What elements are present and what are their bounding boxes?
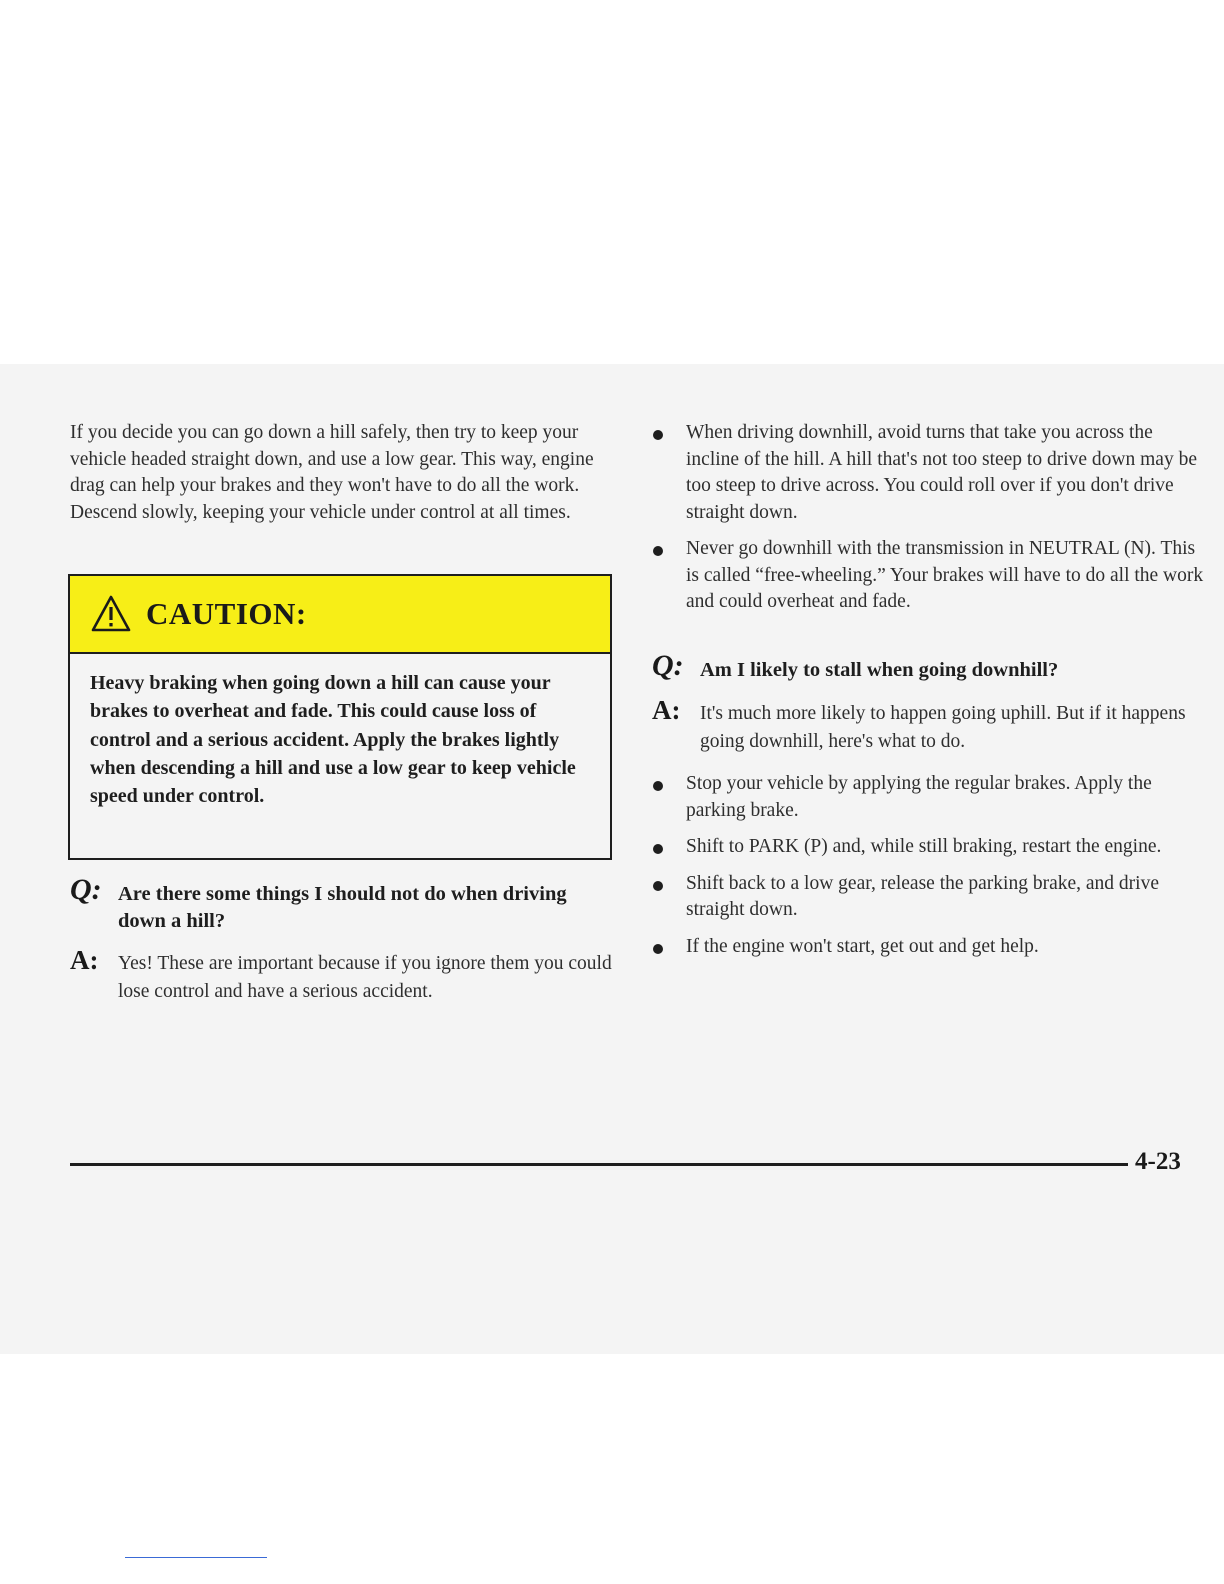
list-item bbox=[648, 934, 1204, 961]
divider bbox=[125, 1557, 267, 1558]
question-mark-label: Q: bbox=[652, 649, 684, 682]
page-number: 4-23 bbox=[1135, 1148, 1181, 1175]
bullet-list-bottom bbox=[648, 771, 1204, 960]
left-column bbox=[70, 420, 615, 526]
qa-block-right bbox=[652, 649, 1204, 684]
answer-text: It's much more likely to happen going uphill. But if it happens going downhill, here's what to do. bbox=[700, 703, 1186, 752]
caution-header bbox=[70, 576, 610, 654]
bullet-text: Never go downhill with the transmission in NEUTRAL (N). This is called “free-wheeling.” Your brakes will have to do all the work and could overheat and fade. bbox=[686, 538, 1204, 612]
list-item bbox=[648, 420, 1204, 526]
bullet-icon bbox=[653, 781, 663, 791]
answer-block-left bbox=[70, 945, 615, 1006]
qa-block-left bbox=[70, 873, 615, 935]
answer-block-right bbox=[652, 695, 1204, 756]
list-item bbox=[648, 771, 1204, 824]
bullet-icon bbox=[653, 844, 663, 854]
caution-box bbox=[68, 574, 612, 860]
bullet-text: When driving downhill, avoid turns that take you across the incline of the hill. A hill that's not too steep to drive down may be too steep to drive across. You could roll over if you don't drive straight down. bbox=[686, 422, 1197, 523]
bullet-icon bbox=[653, 430, 663, 440]
answer-mark-label: A: bbox=[652, 695, 681, 725]
bullet-icon bbox=[653, 944, 663, 954]
question-text: Am I likely to stall when going downhill? bbox=[700, 659, 1059, 681]
bullet-icon bbox=[653, 546, 663, 556]
right-column bbox=[648, 420, 1204, 616]
caution-body: Heavy braking when going down a hill can cause your brakes to overheat and fade. This could cause loss of control and a serious accident. Apply the brakes lightly when descending a hill and use a low gear to keep vehicle speed under control. bbox=[90, 672, 576, 808]
list-item bbox=[648, 871, 1204, 924]
bullet-text: Shift to PARK (P) and, while still braking, restart the engine. bbox=[686, 836, 1162, 857]
list-item bbox=[648, 536, 1204, 616]
footer-rule bbox=[70, 1163, 1128, 1166]
caution-title: CAUTION: bbox=[146, 596, 307, 631]
intro-paragraph: If you decide you can go down a hill safely, then try to keep your vehicle headed straight down, and use a low gear. This way, engine drag can help your brakes and they won't have to do all the work. Descend slowly, keeping your vehicle under control at all times. bbox=[70, 422, 594, 523]
answer-text: Yes! These are important because if you ignore them you could lose control and have a serious accident. bbox=[118, 953, 612, 1002]
bullet-text: Stop your vehicle by applying the regular brakes. Apply the parking brake. bbox=[686, 773, 1152, 821]
bullet-text: Shift back to a low gear, release the parking brake, and drive straight down. bbox=[686, 872, 1159, 920]
question-mark-label: Q: bbox=[70, 873, 102, 906]
bullet-icon bbox=[653, 881, 663, 891]
bullet-list-top bbox=[648, 420, 1204, 616]
list-item bbox=[648, 834, 1204, 861]
right-column-lower bbox=[648, 771, 1204, 960]
question-text: Are there some things I should not do when driving down a hill? bbox=[118, 883, 567, 932]
warning-triangle-icon bbox=[90, 594, 132, 634]
answer-mark-label: A: bbox=[70, 945, 99, 975]
bullet-text: If the engine won't start, get out and get help. bbox=[686, 935, 1039, 957]
